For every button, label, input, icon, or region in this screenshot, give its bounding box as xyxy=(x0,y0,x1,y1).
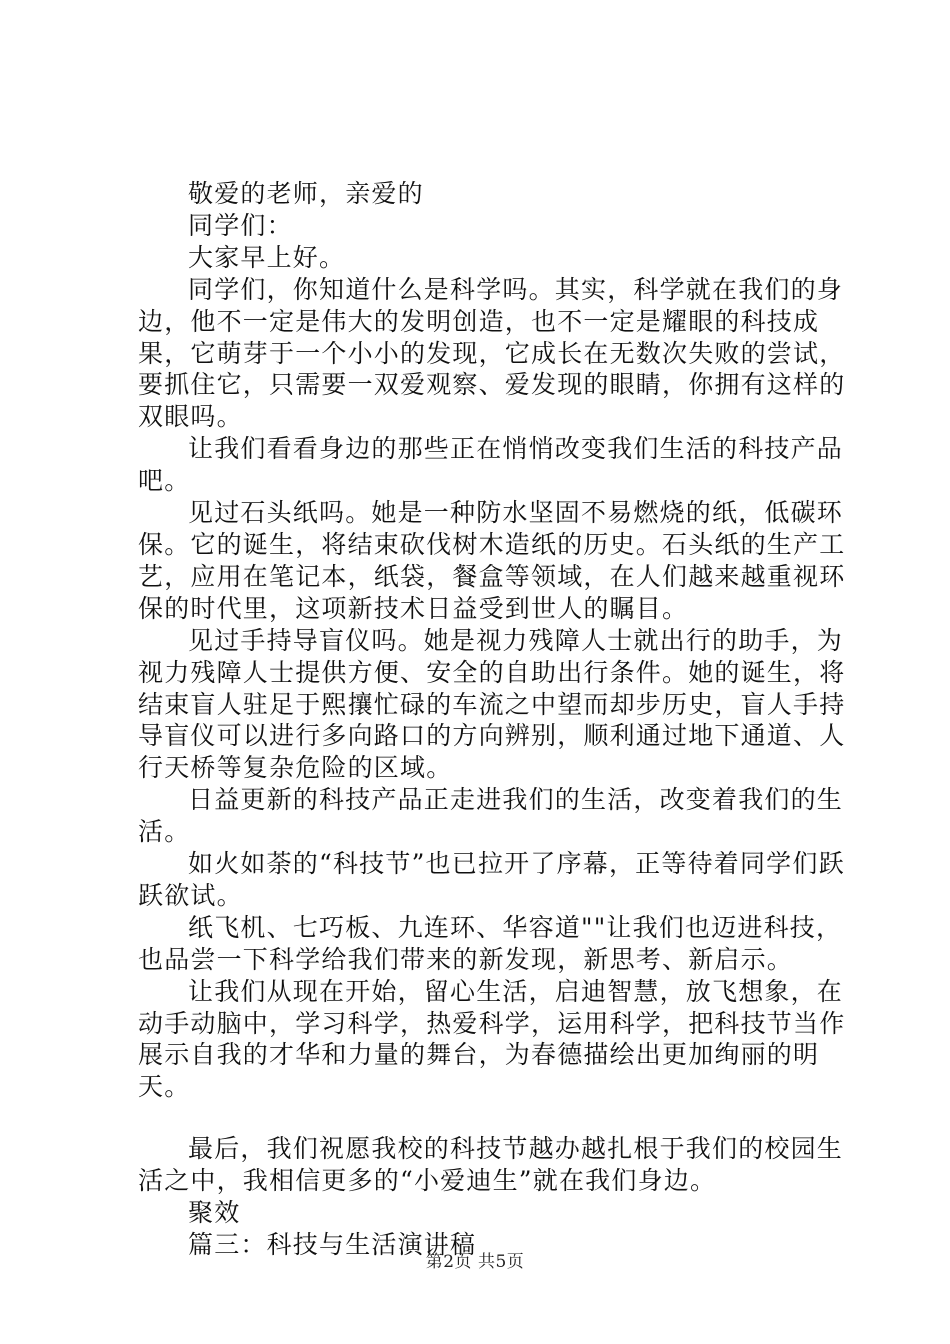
paragraph-what-is-science: 同学们，你知道什么是科学吗。其实，科学就在我们的身边，他不一定是伟大的发明创造，也不一定是耀眼的科技成果，它萌芽于一个小小的发现，它成长在无数次失败的尝试，要抓住它，只需要一双爱观察、爱发现的眼睛，你拥有这样的双眼吗。 xyxy=(138,274,846,432)
section-heading-part-three: 篇三：科技与生活演讲稿 xyxy=(188,1230,477,1259)
salutation-line-2: 同学们： xyxy=(188,210,293,240)
document-body xyxy=(138,178,848,1261)
paragraph-start-now: 让我们从现在开始，留心生活，启迪智慧，放飞想象，在动手动脑中，学习科学，热爱科学，运用科学，把科技节当作展示自我的才华和力量的舞台，为春德描绘出更加绚丽的明天。 xyxy=(138,976,846,1102)
paragraph-guide-device: 见过手持导盲仪吗。她是视力残障人士就出行的助手，为视力残障人士提供方便、安全的自助出行条件。她的诞生，将结束盲人驻足于熙攘忙碌的车流之中望而却步历史，盲人手持导盲仪可以进行多向路口的方向辨别，顺利通过地下通道、人行天桥等复杂危险的区域。 xyxy=(138,625,846,783)
paragraph-tech-products: 日益更新的科技产品正走进我们的生活，改变着我们的生活。 xyxy=(138,785,844,847)
greeting: 大家早上好。 xyxy=(188,242,346,272)
paragraph-stone-paper: 见过石头纸吗。她是一种防水坚固不易燃烧的纸，低碳环保。它的诞生，将结束砍伐树木造纸的历史。石头纸的生产工艺，应用在笔记本，纸袋，餐盒等领域，在人们越来越重视环保的时代里，这项新技术日益受到世人的瞩目。 xyxy=(138,498,846,623)
paragraph-tech-festival: 如火如荼的“科技节”也已拉开了序幕，正等待着同学们跃跃欲试。 xyxy=(138,849,845,910)
paragraph-closing-wish: 最后，我们祝愿我校的科技节越办越扎根于我们的校园生活之中，我相信更多的“小爱迪生”就在我们身边。 xyxy=(138,1134,844,1196)
paragraph-look-around: 让我们看看身边的那些正在悄悄改变我们生活的科技产品吧。 xyxy=(138,434,844,496)
paragraph-puzzles: 纸飞机、七巧板、九连环、华容道""让我们也迈进科技，也品尝一下科学给我们带来的新发现，新思考、新启示。 xyxy=(138,912,843,974)
salutation-line-1: 敬爱的老师，亲爱的 xyxy=(188,179,424,208)
paragraph-juxiao: 聚效 xyxy=(188,1198,241,1228)
page-number-footer: 第2页 共5页 xyxy=(425,1252,525,1272)
